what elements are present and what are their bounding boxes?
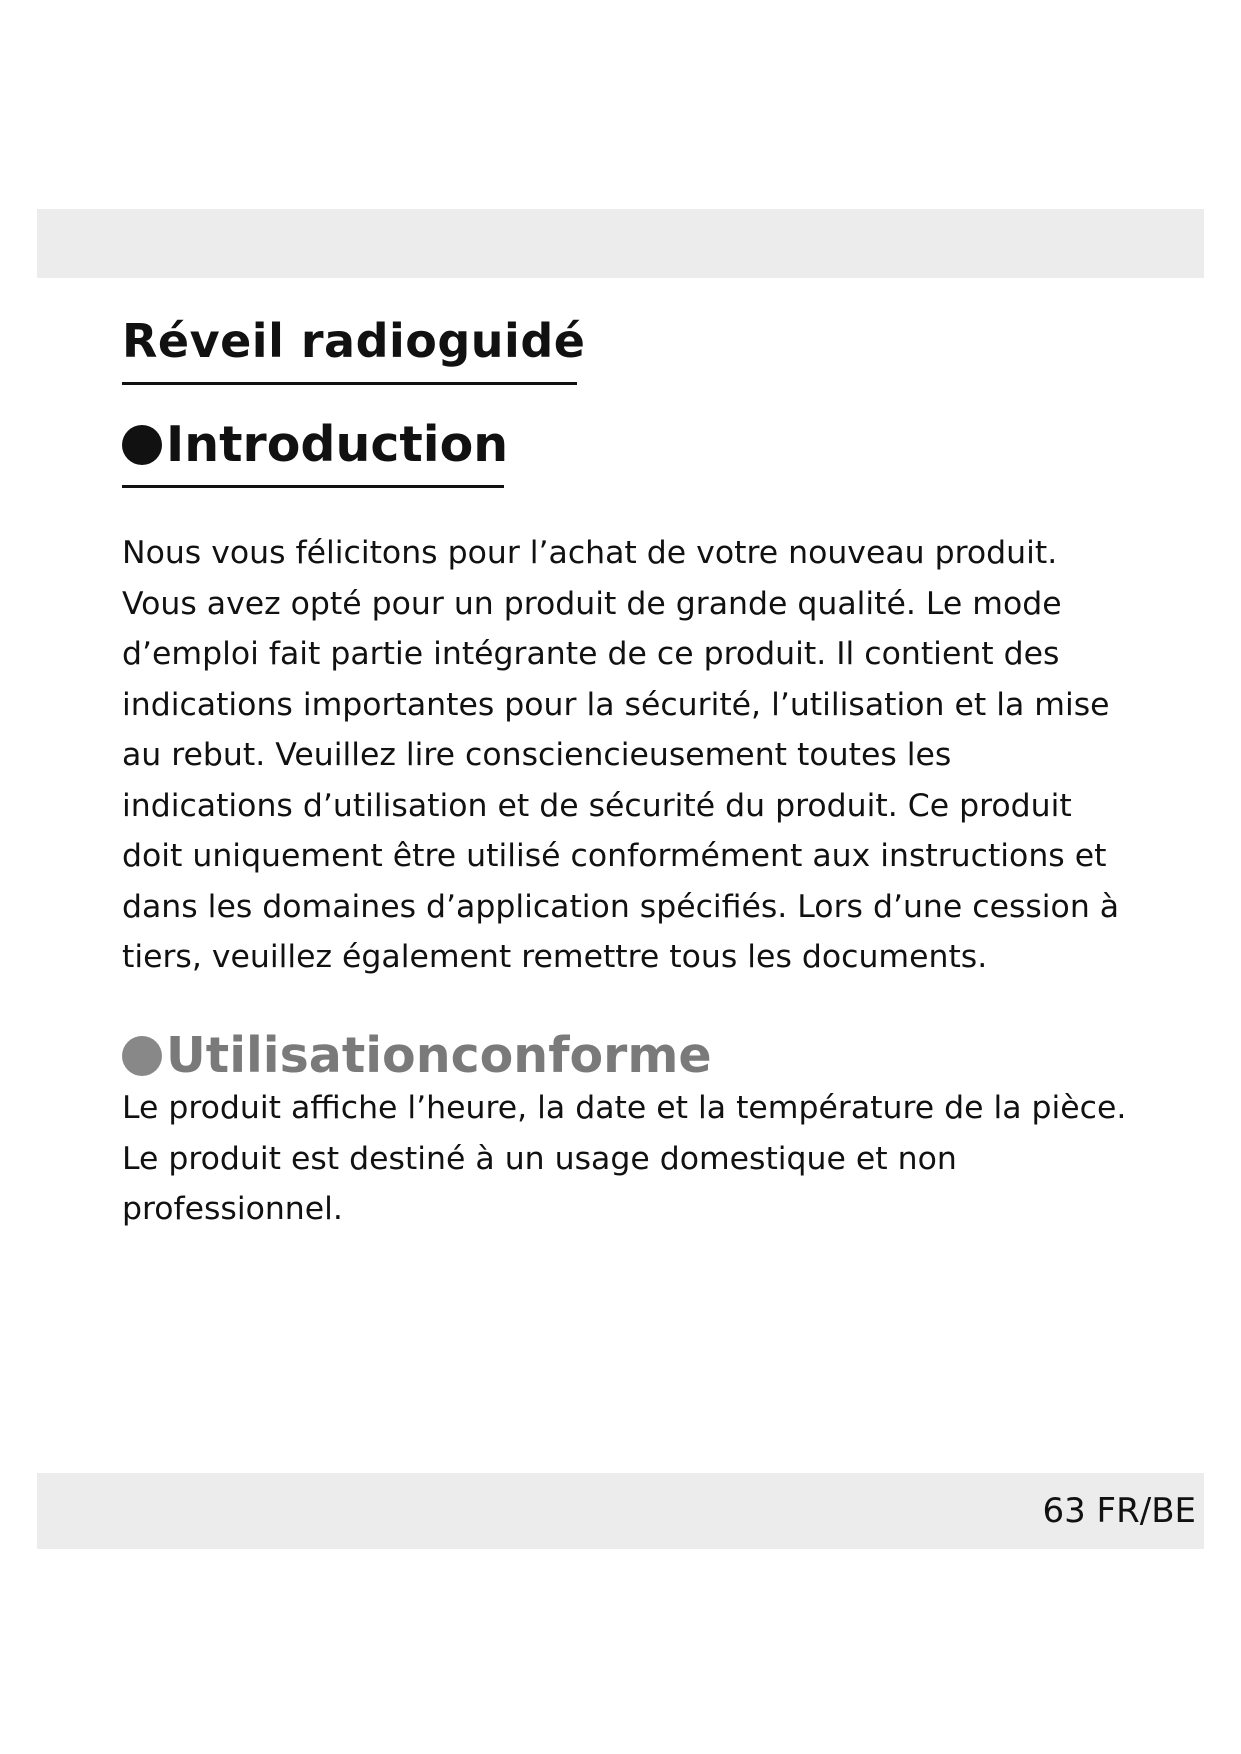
intended-use-paragraph: Le produit affiche l’heure, la date et la température de la pièce. Le produit est destiné à un usage domestique et non professionnel. [122,1090,1127,1227]
footer-band [37,1473,1204,1549]
header-band [37,209,1204,278]
title-underline [122,382,577,385]
page-number: 63 FR/BE [1042,1491,1196,1531]
section-heading-text: Utilisationconforme [166,1027,712,1084]
bullet-dot-icon [122,425,162,465]
section-heading-text: Introduction [166,416,509,473]
document-title: Réveil radioguidé [122,314,586,368]
section-heading-introduction [122,416,508,473]
introduction-underline [122,485,504,488]
section-heading-intended-use [122,1027,712,1084]
introduction-paragraph: Nous vous félicitons pour l’achat de votre nouveau produit. Vous avez opté pour un produit de grande qualité. Le mode d’emploi fait partie intégrante de ce produit. Il contient des indications importantes pour la sécurité, l’utilisation et la mise au rebut. Veuillez lire consciencieusement toutes les indications d’utilisation et de sécurité du produit. Ce produit doit uniquement être utilisé conformément aux instructions et dans les domaines d’application spécifiés. Lors d’une cession à tiers, veuillez également remettre tous les documents. [122,535,1120,975]
bullet-dot-icon [122,1036,162,1076]
